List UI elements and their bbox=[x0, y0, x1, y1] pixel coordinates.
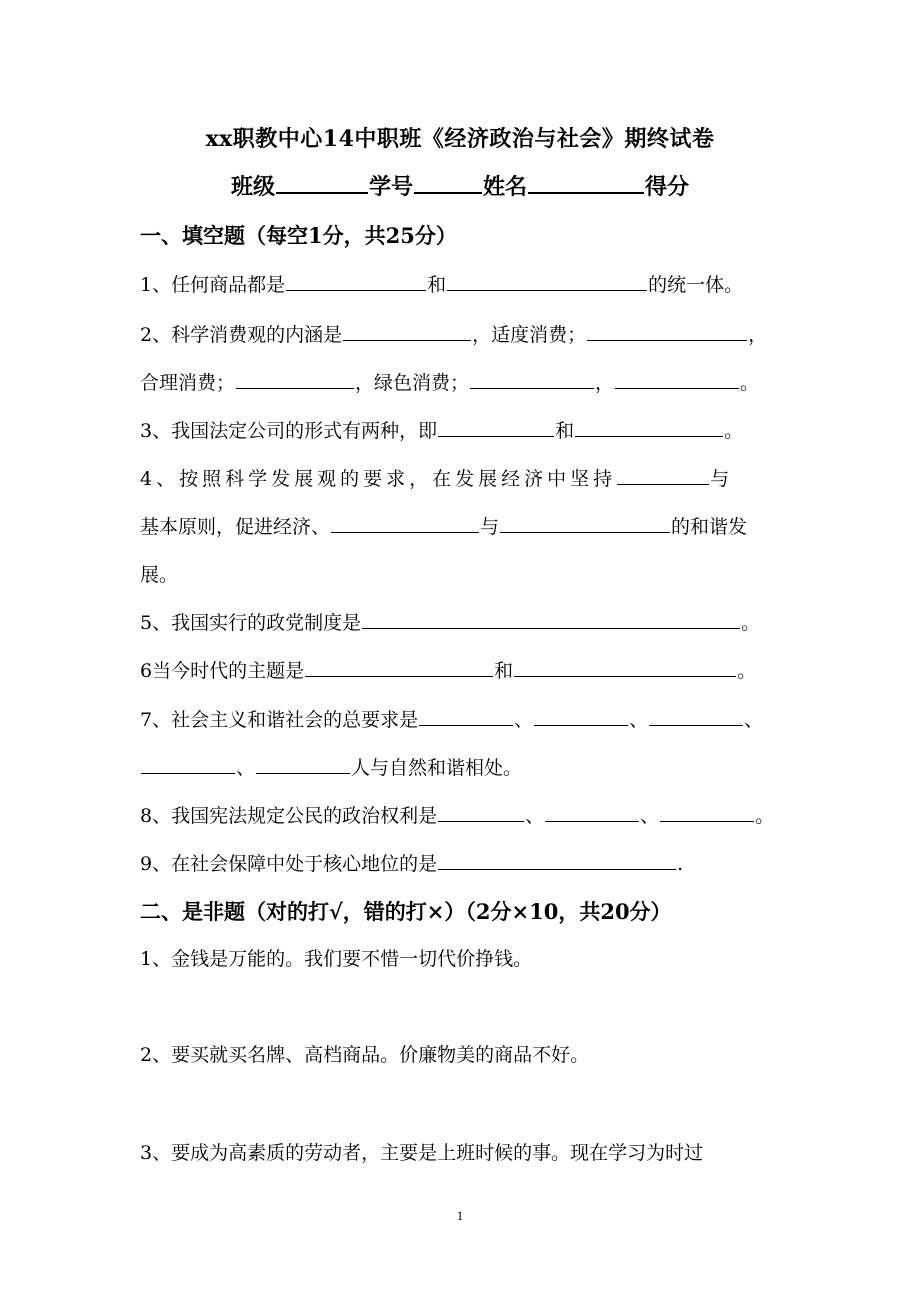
answer-blank[interactable] bbox=[617, 465, 709, 485]
answer-blank[interactable] bbox=[362, 609, 740, 629]
score-label: 得分 bbox=[645, 174, 690, 200]
question-1-4-end: 展。 bbox=[140, 564, 179, 586]
question-1-7-cont: 、 人与自然和谐相处。 bbox=[140, 753, 522, 780]
answer-blank[interactable] bbox=[534, 706, 628, 726]
question-1-4: 4、按照科学发展观的要求，在发展经济中坚持 与 bbox=[140, 464, 733, 491]
question-2-1: 1、金钱是万能的。我们要不惜一切代价挣钱。 bbox=[140, 948, 533, 970]
answer-blank[interactable] bbox=[587, 321, 747, 341]
answer-blank[interactable] bbox=[575, 417, 723, 437]
answer-blank[interactable] bbox=[447, 271, 647, 291]
id-blank[interactable] bbox=[414, 170, 482, 194]
name-label: 姓名 bbox=[483, 174, 528, 200]
answer-blank[interactable] bbox=[438, 417, 554, 437]
question-1-5: 5、我国实行的政党制度是 。 bbox=[140, 608, 760, 635]
answer-blank[interactable] bbox=[470, 369, 594, 389]
page-number: 1 bbox=[456, 1208, 464, 1223]
answer-blank[interactable] bbox=[141, 754, 235, 774]
question-1-7: 7、社会主义和谐社会的总要求是 、 、 、 bbox=[140, 705, 763, 732]
question-1-2-cont: 合理消费； ，绿色消费； ， 。 bbox=[140, 368, 759, 395]
section1-title: 一、填空题（每空1分，共25分） bbox=[140, 223, 457, 248]
answer-blank[interactable] bbox=[256, 754, 350, 774]
question-1-1: 1、任何商品都是 和 的统一体。 bbox=[140, 270, 743, 297]
answer-blank[interactable] bbox=[331, 513, 479, 533]
question-2-2: 2、要买就买名牌、高档商品。价廉物美的商品不好。 bbox=[140, 1044, 590, 1066]
class-blank[interactable] bbox=[276, 170, 368, 194]
class-label: 班级 bbox=[230, 174, 275, 200]
question-1-6: 6当今时代的主题是 和 。 bbox=[140, 656, 756, 683]
answer-blank[interactable] bbox=[615, 369, 739, 389]
student-info-line bbox=[0, 170, 920, 201]
answer-blank[interactable] bbox=[500, 513, 670, 533]
question-1-8: 8、我国宪法规定公民的政治权利是 、 、 。 bbox=[140, 801, 774, 828]
name-blank[interactable] bbox=[528, 170, 644, 194]
answer-blank[interactable] bbox=[438, 802, 524, 822]
answer-blank[interactable] bbox=[545, 802, 639, 822]
answer-blank[interactable] bbox=[514, 657, 736, 677]
answer-blank[interactable] bbox=[343, 321, 471, 341]
answer-blank[interactable] bbox=[649, 706, 743, 726]
question-1-2: 2、科学消费观的内涵是 ，适度消费； ， bbox=[140, 320, 767, 347]
answer-blank[interactable] bbox=[305, 657, 493, 677]
answer-blank[interactable] bbox=[438, 850, 676, 870]
question-1-4-cont: 基本原则，促进经济、 与 的和谐发 bbox=[140, 512, 747, 539]
section2-title: 二、是非题（对的打√，错的打×）（2分×10，共20分） bbox=[140, 899, 672, 924]
exam-title: xx职教中心14中职班《经济政治与社会》期终试卷 bbox=[205, 126, 715, 152]
answer-blank[interactable] bbox=[286, 271, 426, 291]
question-2-3: 3、要成为高素质的劳动者，主要是上班时候的事。现在学习为时过 bbox=[140, 1142, 704, 1164]
question-1-9: 9、在社会保障中处于核心地位的是 . bbox=[140, 849, 683, 876]
question-1-3: 3、我国法定公司的形式有两种，即 和 。 bbox=[140, 416, 743, 443]
answer-blank[interactable] bbox=[419, 706, 513, 726]
id-label: 学号 bbox=[368, 174, 413, 200]
answer-blank[interactable] bbox=[660, 802, 754, 822]
answer-blank[interactable] bbox=[236, 369, 354, 389]
